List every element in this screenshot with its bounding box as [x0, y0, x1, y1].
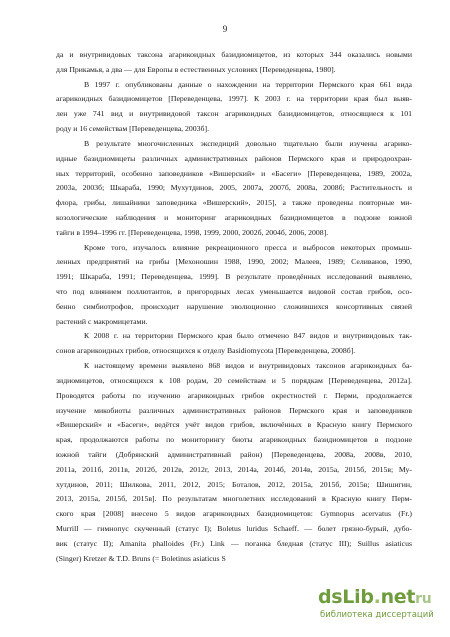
text-line: 2013, 2015а, 2015б, 2015в]. По результатам многолетних исследований в Красную книгу Перм- [56, 494, 412, 504]
text-line: флора, грибы, лишайники заповедника «Вишерский», 2015], а также проведены повторные ми- [56, 198, 412, 208]
text-line: (Singer) Kretzer & T.D. Bruns (= Boletinus asiaticus S [56, 553, 226, 563]
text-line: тайги в 1994–1996 гг. [Переведенцева, 1998, 1999, 2000, 2002б, 2004б, 2006, 2008]. [56, 227, 329, 237]
watermark-logo-text [318, 586, 438, 610]
text-line: ных территорий, особенно заповедников «Вишерский» и «Басеги» [Переведенцева, 1989, 2002а, [56, 168, 412, 178]
text-line: 2011а, 2011б, 2011в, 2012б, 2012в, 2012г, 2013, 2014а, 2014б, 2014в, 2015а, 2015б, 2015в; Му- [56, 464, 412, 474]
text-line: ленных предприятий на грибы [Мехоношин 1988, 1990, 2002; Малеев, 1989; Селиванов, 1990, [56, 257, 412, 267]
watermark-logo [318, 586, 438, 630]
text-line: К настоящему времени выявлено 868 видов и внутривидовых таксонов агарикоидных ба- [84, 361, 412, 371]
text-line: В 1997 г. опубликованы данные о нахождении на территории Пермского края 661 вида [84, 79, 412, 89]
text-line: идные базидиомицеты различных административных районов Пермского края и природоохран- [56, 153, 412, 163]
text-line: да и внутривидовых таксона агарикоидных базидиомицетов, из которых 344 оказались новыми [56, 50, 412, 59]
text-line: для Прикамья, а два — для Европы в естественных условиях [Переведенцева, 1980]. [56, 64, 336, 74]
text-line: что под влиянием поллютантов, в пригородных лесах уменьшается видовой состав грибов, осо- [56, 287, 412, 296]
text-line: агарикоидных базидиомицетов [Переведенцева, 1997]. К 2003 г. на территории края был выяв- [56, 94, 412, 104]
body-text [56, 48, 412, 566]
page-number: 9 [222, 24, 228, 34]
text-line: вик (статус II); Amanita phalloides (Fr.) Link — поганка бледная (статус III); Suillus asiaticus [56, 538, 412, 548]
watermark-logo-ru: ru [415, 591, 432, 607]
text-line: Murrill — гимнопус скученный (статус I); Boletus luridus Schaeff. — болет грязно-бурый, дубо- [56, 524, 412, 533]
watermark-tagline: библиотека диссертаций [320, 610, 434, 620]
text-line: 2003а, 2003б; Шкараба, 1990; Мухутдинов, 2005, 2007а, 2007б, 2008а, 2008б; Растительность и [56, 183, 412, 193]
text-line: лен уже 741 вид и внутривидовой таксон агарикоидных базидиомицетов, относящиеся к 101 [56, 109, 412, 119]
text-line: роду и 16 семействам [Переведенцева, 2003б]. [56, 124, 210, 134]
text-line: края, продолжаются работы по мониторингу биоты агарикоидных базидиомицетов в подзоне [56, 435, 412, 445]
text-line: К 2008 г. на территории Пермского края было отмечено 847 видов и внутривидовых так- [84, 331, 412, 341]
text-line: ского края [2008] внесено 5 видов агарикоидных базидиомицетов: Gymnopus acervatus (Fr.) [56, 509, 412, 519]
text-line: зидиомицетов, относящихся к 108 родам, 20 семействам и 5 порядкам [Переведенцева, 2012а]. [56, 375, 412, 385]
text-line: хутдинов, 2011; Шилкова, 2011, 2012, 2015; Боталов, 2012, 2015а, 2015б, 2015в; Шишигин, [56, 479, 412, 489]
watermark-logo-part3: net [380, 586, 416, 608]
text-line: козологические наблюдения и мониторинг агарикоидных базидиомицетов в подзоне южной [56, 212, 412, 222]
text-line: южной тайги (Добрянский административный район) [Переведенцева, 2008а, 2008в, 2010, [56, 449, 412, 459]
text-line: 1991; Шкараба, 1991; Переведенцева, 1999]. В результате проведённых исследований выявлено, [56, 272, 412, 282]
text-line: бенно симбиотрофов, происходит нарушение эволюционно сложившихся консортивных связей [56, 301, 412, 311]
text-line: Проводятся работы по изучению агарикоидных грибов окрестностей г. Перми, продолжается [56, 390, 412, 400]
text-line: Кроме того, изучалось влияние рекреационного пресса и выбросов некоторых промыш- [84, 242, 412, 252]
watermark-logo-dot: . [373, 586, 381, 608]
text-line: В результате многочисленных экспедиций довольно тщательно были изучены агарико- [84, 138, 412, 148]
text-line: сонов агарикоидных грибов, относящихся к отделу Basidiomycota [Переведенцева, 2008б]. [56, 346, 356, 356]
watermark-logo-part1: dsLib [318, 586, 374, 608]
text-line: «Вишерский» и «Басеги», ведётся учёт видов грибов, включённых в Красную книгу Пермского [56, 420, 412, 430]
text-line: растений с макромицетами. [56, 316, 148, 326]
text-line: изучение микобиоты различных административных районов Пермского края и заповедников [56, 405, 412, 415]
